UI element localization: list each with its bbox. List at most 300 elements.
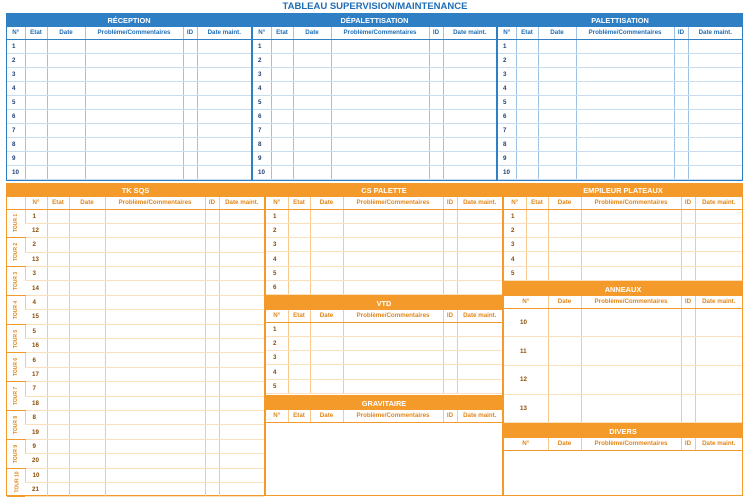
row-number: 9: [498, 152, 516, 166]
empty-cell: [343, 266, 443, 280]
section-tk-sqs: [6, 183, 265, 496]
empty-cell: [288, 365, 310, 379]
empty-cell: [443, 95, 496, 109]
empty-cell: [688, 95, 742, 109]
empty-cell: [69, 353, 105, 367]
table-row: [253, 53, 496, 67]
empty-cell: [674, 124, 688, 138]
col-date: Date: [538, 27, 576, 39]
tour-label-text: TOUR 8: [13, 415, 20, 434]
anneaux-table: [504, 296, 742, 423]
empty-cell: [197, 166, 251, 180]
empty-cell: [293, 67, 331, 81]
empty-cell: [538, 81, 576, 95]
empty-cell: [343, 252, 443, 266]
table-row: [498, 67, 742, 81]
col-date: Date: [548, 296, 581, 308]
col-etat: Etat: [288, 310, 310, 322]
empty-cell: [681, 266, 695, 280]
col-num: N°: [498, 27, 516, 39]
empty-cell: [548, 209, 581, 223]
empty-cell: [219, 267, 264, 281]
empty-cell: [343, 322, 443, 336]
row-number: 14: [25, 281, 47, 295]
row-number: 7: [25, 382, 47, 396]
section-reception: [6, 13, 252, 181]
col-id: ID: [183, 27, 197, 39]
table-row: [504, 238, 742, 252]
empty-cell: [293, 39, 331, 53]
empty-cell: [681, 337, 695, 366]
empty-cell: [25, 95, 47, 109]
empty-cell: [219, 367, 264, 381]
empty-cell: [674, 152, 688, 166]
empty-cell: [219, 353, 264, 367]
section-title: PALETTISATION: [498, 14, 742, 27]
empty-cell: [293, 109, 331, 123]
empty-cell: [219, 238, 264, 252]
empty-cell: [85, 53, 183, 67]
empty-cell: [105, 310, 205, 324]
empty-cell: [183, 67, 197, 81]
row-number: 1: [7, 39, 25, 53]
table-row: [7, 310, 264, 324]
table-row: [266, 209, 502, 223]
empty-cell: [47, 95, 85, 109]
empty-cell: [85, 67, 183, 81]
col-probleme: Problème/Commentaires: [85, 27, 183, 39]
section-palettisation: [497, 13, 743, 181]
empty-cell: [293, 81, 331, 95]
empty-cell: [105, 439, 205, 453]
empty-cell: [205, 353, 219, 367]
row-number: 6: [253, 109, 271, 123]
section-title: RÉCEPTION: [7, 14, 251, 27]
empty-cell: [205, 454, 219, 468]
row-number: 2: [498, 53, 516, 67]
table-row: [498, 124, 742, 138]
table-row: [266, 266, 502, 280]
tour-label: [7, 209, 25, 238]
row-number: 7: [7, 124, 25, 138]
col-date-maint: Date maint.: [695, 296, 742, 308]
empty-cell: [343, 365, 443, 379]
empty-cell: [576, 152, 674, 166]
empty-cell: [548, 365, 581, 394]
empty-cell: [688, 109, 742, 123]
empty-cell: [47, 209, 69, 223]
col-etat: Etat: [288, 197, 310, 209]
empty-cell: [288, 266, 310, 280]
col-date-maint: Date maint.: [695, 438, 742, 450]
table-row: [7, 353, 264, 367]
table-row: [498, 166, 742, 180]
row-number: 4: [7, 81, 25, 95]
tour-label-text: TOUR 1: [13, 214, 20, 233]
palettisation-table: [498, 27, 742, 180]
section-cs-palette: [265, 183, 503, 296]
empty-cell: [47, 353, 69, 367]
col-id: ID: [681, 438, 695, 450]
empty-cell: [25, 81, 47, 95]
empty-cell: [681, 223, 695, 237]
empty-cell: [457, 209, 502, 223]
empty-cell: [47, 109, 85, 123]
table-row: [266, 336, 502, 350]
row-number: 10: [498, 166, 516, 180]
table-row: [498, 39, 742, 53]
empty-cell: [183, 95, 197, 109]
header-row: [504, 438, 742, 450]
empty-cell: [581, 365, 681, 394]
empty-cell: [219, 310, 264, 324]
empty-cell: [688, 81, 742, 95]
row-number: 13: [25, 252, 47, 266]
table-row: [498, 152, 742, 166]
empty-cell: [576, 67, 674, 81]
row-number: 10: [504, 308, 548, 337]
empty-cell: [429, 138, 443, 152]
empty-cell: [581, 266, 681, 280]
section-gravitaire: [265, 396, 503, 496]
row-number: 1: [504, 209, 526, 223]
section-vtd: [265, 296, 503, 396]
empty-cell: [219, 454, 264, 468]
empty-cell: [219, 324, 264, 338]
row-number: 19: [25, 425, 47, 439]
col-probleme: Problème/Commentaires: [576, 27, 674, 39]
empty-cell: [288, 336, 310, 350]
empty-cell: [526, 223, 548, 237]
section-title: CS PALETTE: [266, 184, 502, 197]
empty-cell: [429, 67, 443, 81]
empty-cell: [47, 324, 69, 338]
table-row: [266, 238, 502, 252]
empty-cell: [516, 152, 538, 166]
empty-cell: [288, 379, 310, 393]
empty-cell: [219, 396, 264, 410]
col-probleme: Problème/Commentaires: [105, 197, 205, 209]
empty-cell: [205, 439, 219, 453]
empty-cell: [674, 39, 688, 53]
empty-cell: [310, 280, 343, 294]
header-row: [266, 197, 502, 209]
row-number: 9: [253, 152, 271, 166]
empty-cell: [25, 67, 47, 81]
empty-cell: [271, 81, 293, 95]
empty-cell: [47, 152, 85, 166]
empty-cell: [548, 223, 581, 237]
col-num: N°: [504, 438, 548, 450]
empty-cell: [310, 209, 343, 223]
row-number: 10: [25, 468, 47, 482]
empty-cell: [443, 223, 457, 237]
empty-cell: [429, 39, 443, 53]
empty-cell: [443, 322, 457, 336]
empty-cell: [688, 53, 742, 67]
depalettisation-table: [253, 27, 496, 180]
empty-cell: [688, 152, 742, 166]
empty-cell: [674, 81, 688, 95]
empty-cell: [695, 209, 742, 223]
col-probleme: Problème/Commentaires: [581, 296, 681, 308]
empty-cell: [69, 252, 105, 266]
row-number: 3: [253, 67, 271, 81]
empty-cell: [105, 295, 205, 309]
empty-cell: [197, 95, 251, 109]
empty-cell: [288, 322, 310, 336]
empty-cell: [443, 39, 496, 53]
section-empileur-plateaux: [503, 183, 743, 282]
table-row: [504, 223, 742, 237]
vtd-table: [266, 310, 502, 394]
empty-cell: [681, 308, 695, 337]
empty-cell: [205, 339, 219, 353]
table-row: [253, 138, 496, 152]
col-etat: Etat: [25, 27, 47, 39]
row-number: 3: [498, 67, 516, 81]
table-row: [7, 152, 251, 166]
row-number: 8: [25, 410, 47, 424]
empty-cell: [85, 138, 183, 152]
empty-cell: [288, 351, 310, 365]
empty-cell: [205, 324, 219, 338]
empty-cell: [271, 95, 293, 109]
row-number: 18: [25, 396, 47, 410]
table-row: [7, 439, 264, 453]
empty-cell: [688, 67, 742, 81]
empty-cell: [205, 295, 219, 309]
empty-cell: [105, 209, 205, 223]
empty-cell: [581, 337, 681, 366]
tour-label-text: TOUR 9: [13, 444, 20, 463]
empty-cell: [197, 39, 251, 53]
row-number: 10: [7, 166, 25, 180]
empty-cell: [205, 367, 219, 381]
row-number: 6: [25, 353, 47, 367]
tour-label: [7, 295, 25, 324]
empty-cell: [443, 365, 457, 379]
table-row: [504, 209, 742, 223]
empty-cell: [197, 138, 251, 152]
empty-cell: [25, 109, 47, 123]
table-row: [7, 425, 264, 439]
section-title: ANNEAUX: [504, 283, 742, 296]
table-row: [7, 267, 264, 281]
col-date-maint: Date maint.: [443, 27, 496, 39]
empty-cell: [293, 166, 331, 180]
empty-cell: [457, 322, 502, 336]
row-number: 5: [504, 266, 526, 280]
empty-cell: [538, 124, 576, 138]
reception-table: [7, 27, 251, 180]
table-row: [7, 238, 264, 252]
col-num: N°: [266, 410, 288, 422]
empty-cell: [429, 95, 443, 109]
empty-cell: [47, 295, 69, 309]
tour-label-text: TOUR 2: [13, 243, 20, 262]
empty-cell: [85, 152, 183, 166]
empty-cell: [219, 425, 264, 439]
empty-cell: [443, 238, 457, 252]
empty-cell: [526, 238, 548, 252]
col-probleme: Problème/Commentaires: [343, 197, 443, 209]
header-row: [253, 27, 496, 39]
col-date: Date: [310, 310, 343, 322]
table-row: [266, 280, 502, 294]
table-row: [253, 39, 496, 53]
empty-cell: [219, 410, 264, 424]
row-number: 12: [25, 223, 47, 237]
empty-cell: [197, 124, 251, 138]
row-number: 6: [266, 280, 288, 294]
empty-cell: [219, 482, 264, 496]
empty-cell: [205, 396, 219, 410]
empty-cell: [538, 95, 576, 109]
col-etat: Etat: [47, 197, 69, 209]
empty-cell: [443, 81, 496, 95]
empty-cell: [457, 351, 502, 365]
empty-cell: [219, 382, 264, 396]
row-number: 5: [498, 95, 516, 109]
empty-cell: [183, 53, 197, 67]
table-row: [7, 81, 251, 95]
empty-cell: [105, 410, 205, 424]
empty-cell: [695, 266, 742, 280]
empty-cell: [105, 353, 205, 367]
col-date: Date: [310, 410, 343, 422]
empty-cell: [47, 468, 69, 482]
section-title: GRAVITAIRE: [266, 397, 502, 410]
header-row: [498, 27, 742, 39]
col-id: ID: [674, 27, 688, 39]
empty-cell: [271, 53, 293, 67]
table-row: [7, 53, 251, 67]
empty-cell: [69, 209, 105, 223]
empty-cell: [516, 95, 538, 109]
empty-cell: [548, 308, 581, 337]
empty-cell: [581, 223, 681, 237]
empty-cell: [183, 81, 197, 95]
col-date: Date: [310, 197, 343, 209]
empty-cell: [47, 339, 69, 353]
empty-cell: [331, 95, 429, 109]
empty-cell: [526, 209, 548, 223]
empty-cell: [205, 209, 219, 223]
empty-cell: [69, 439, 105, 453]
empty-cell: [310, 252, 343, 266]
row-number: 4: [266, 365, 288, 379]
tour-label-text: TOUR 3: [13, 271, 20, 291]
col-date: Date: [548, 197, 581, 209]
empty-cell: [47, 396, 69, 410]
table-row: [7, 39, 251, 53]
empty-cell: [219, 439, 264, 453]
tk-sqs-table: [7, 197, 264, 497]
empty-cell: [443, 67, 496, 81]
empty-cell: [429, 166, 443, 180]
col-num: N°: [7, 27, 25, 39]
table-row: [7, 138, 251, 152]
row-number: 5: [266, 266, 288, 280]
empty-cell: [69, 367, 105, 381]
section-divers: [503, 424, 743, 496]
empty-cell: [695, 394, 742, 423]
empty-cell: [688, 39, 742, 53]
empty-cell: [105, 252, 205, 266]
empty-cell: [47, 454, 69, 468]
empty-cell: [443, 252, 457, 266]
empty-cell: [47, 124, 85, 138]
empty-cell: [538, 152, 576, 166]
empty-cell: [105, 454, 205, 468]
empty-cell: [271, 152, 293, 166]
empty-cell: [526, 266, 548, 280]
empty-cell: [695, 252, 742, 266]
empty-cell: [288, 280, 310, 294]
empty-cell: [47, 310, 69, 324]
empty-cell: [197, 152, 251, 166]
empty-cell: [197, 53, 251, 67]
empty-cell: [105, 223, 205, 237]
table-row: [7, 454, 264, 468]
col-date: Date: [47, 27, 85, 39]
table-row: [253, 152, 496, 166]
empty-cell: [85, 81, 183, 95]
empty-cell: [688, 138, 742, 152]
empty-cell: [538, 53, 576, 67]
row-number: 5: [7, 95, 25, 109]
tour-label-text: TOUR 6: [13, 358, 20, 377]
empty-cell: [69, 324, 105, 338]
row-number: 1: [25, 209, 47, 223]
col-num: N°: [504, 197, 526, 209]
row-number: 11: [504, 337, 548, 366]
empty-cell: [47, 482, 69, 496]
empty-cell: [310, 322, 343, 336]
empty-cell: [47, 382, 69, 396]
empty-cell: [25, 53, 47, 67]
row-number: 12: [504, 365, 548, 394]
empty-cell: [343, 280, 443, 294]
empty-cell: [105, 367, 205, 381]
empty-cell: [457, 379, 502, 393]
empty-cell: [47, 367, 69, 381]
table-row: [253, 124, 496, 138]
row-number: 2: [266, 223, 288, 237]
row-number: 2: [253, 53, 271, 67]
row-number: 21: [25, 482, 47, 496]
table-row: [266, 322, 502, 336]
empty-cell: [105, 324, 205, 338]
tour-label: [7, 267, 25, 296]
empty-cell: [310, 351, 343, 365]
row-number: 5: [253, 95, 271, 109]
table-row: [504, 266, 742, 280]
col-date-maint: Date maint.: [457, 197, 502, 209]
tour-label-text: TOUR 5: [13, 329, 20, 348]
empty-cell: [343, 238, 443, 252]
empty-cell: [310, 223, 343, 237]
col-date-maint: Date maint.: [197, 27, 251, 39]
row-number: 9: [7, 152, 25, 166]
empty-cell: [219, 252, 264, 266]
empty-cell: [443, 124, 496, 138]
empty-cell: [538, 67, 576, 81]
empty-cell: [576, 124, 674, 138]
row-number: 10: [253, 166, 271, 180]
empty-cell: [271, 67, 293, 81]
